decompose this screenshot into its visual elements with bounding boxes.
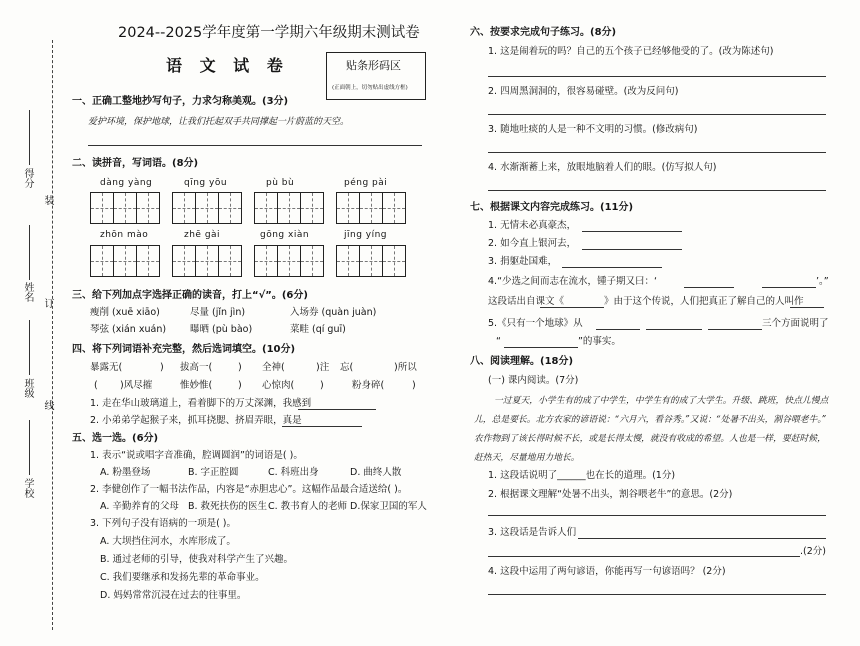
s4-r2-f: ) — [320, 380, 324, 391]
s1-answer-line[interactable] — [88, 145, 422, 146]
s4-q1: 1. 走在华山玻璃道上，看着脚下的万丈深渊，我感到 — [90, 398, 312, 409]
s6-q2: 2. 四周黑洞洞的，很容易碰壁。(改为反问句) — [488, 86, 679, 97]
s8-passage-line-4: 赶热天，尽量地用力地长。 — [474, 453, 580, 463]
s8-q3-score: .(2分) — [800, 546, 826, 557]
s6-title: 六、按要求完成句子练习。(8分) — [470, 27, 617, 38]
s7-q5d: ”的事实。 — [578, 336, 621, 347]
label-ding: 订 — [42, 298, 53, 308]
s8-title: 八、阅读理解。(18分) — [470, 356, 574, 367]
s4-r2-c: 惟妙惟( — [180, 380, 213, 391]
s7-q5-blank-3[interactable] — [708, 329, 762, 330]
s4-r1-f: )注 — [316, 362, 330, 373]
barcode-note: (正面朝上，切勿贴出虚线方框) — [332, 85, 408, 91]
s7-q5-blank-1[interactable] — [596, 329, 640, 330]
s1-sentence: 爱护环境，保护地球，让我们托起双手共同撑起一片蔚蓝的天空。 — [88, 117, 350, 127]
school-blank[interactable] — [29, 420, 30, 475]
label-school: 学校 — [22, 478, 33, 498]
s7-q5-blank-4[interactable] — [504, 347, 578, 348]
s5-q2-opt-a[interactable]: A. 辛勤养育的父母 — [100, 501, 179, 512]
s6-q4: 4. 水渐渐蓄上来，放眼地脑着人们的眼。(仿写拟人句) — [488, 162, 717, 173]
grid-1[interactable] — [90, 192, 160, 224]
s8-q1: 1. 这段话说明了______也在长的道理。(1分) — [488, 470, 676, 481]
s7-q5c: “ — [496, 336, 501, 347]
s5-q1: 1. 表示“说或唱字音准确，腔调圆润”的词语是( )。 — [90, 450, 303, 461]
s4-q2: 2. 小弟弟学起猴子来，抓耳挠腮、挤眉弄眼，真是 — [90, 415, 302, 426]
binding-dashed-line — [52, 40, 53, 630]
s8-passage-line-2: 儿，总是要长。北方农家的谚语说：“六月六，看谷秀。”又说：“处暑不出头，割谷喂老牛。” — [474, 415, 827, 425]
s5-q3-opt-b[interactable]: B. 通过老师的引导，使我对科学产生了兴趣。 — [100, 554, 294, 565]
s4-r1-c: 拔高一( — [180, 362, 213, 373]
pinyin-8: jīng yíng — [344, 230, 388, 240]
barcode-label: 贴条形码区 — [346, 59, 401, 72]
pinyin-6: zhē gài — [184, 230, 221, 240]
class-blank[interactable] — [29, 320, 30, 375]
s7-q5-blank-2[interactable] — [646, 329, 702, 330]
s5-q1-opt-a[interactable]: A. 粉墨登场 — [100, 467, 151, 478]
pinyin-3: pù bù — [266, 178, 295, 188]
s4-r1-e: 全神( — [262, 362, 285, 373]
s4-r1-h: )所以 — [394, 362, 417, 373]
s5-title: 五、选一选。(6分) — [72, 433, 159, 444]
s6-q3-answer[interactable] — [488, 152, 826, 153]
s5-q2: 2. 李健创作了一幅书法作品，内容是“赤胆忠心”。这幅作品最合适送给( )。 — [90, 484, 408, 495]
s7-q4b: ’。” — [816, 276, 829, 287]
grid-8[interactable] — [336, 245, 406, 277]
s3-item-4[interactable]: 琴弦 (xián xuán) — [90, 324, 167, 335]
s5-q3-opt-a[interactable]: A. 大坝挡住河水，水库形成了。 — [100, 536, 236, 547]
s4-r2-a: ( — [94, 380, 98, 391]
pinyin-7: gōng xiàn — [260, 230, 310, 240]
s8-q3-answer-1[interactable] — [578, 538, 826, 539]
s5-q2-opt-c[interactable]: C. 教书育人的老师 — [268, 501, 348, 512]
s4-q2-blank[interactable] — [282, 426, 362, 427]
s4-r2-b: )风尽摧 — [120, 380, 153, 391]
s3-item-1[interactable]: 瘦削 (xuē xiāo) — [90, 307, 160, 318]
s2-title: 二、读拼音，写词语。(8分) — [72, 158, 199, 169]
grid-3[interactable] — [254, 192, 324, 224]
s6-q3: 3. 随地吐痰的人是一种不文明的习惯。(修改病句) — [488, 124, 698, 135]
s7-q3: 3. 捐躯赴国难， — [488, 256, 558, 267]
s4-r1-b: ) — [160, 362, 164, 373]
s7-q2: 2. 如今直上银河去， — [488, 238, 577, 249]
s8-q4: 4. 这段中运用了两句谚语，你能再写一句谚语吗？ (2分) — [488, 566, 726, 577]
s5-q2-opt-d[interactable]: D.保家卫国的军人 — [350, 501, 427, 512]
s8-q3-answer-2[interactable] — [488, 556, 800, 557]
s3-item-6[interactable]: 菜畦 (qí guī) — [290, 324, 346, 335]
s7-q5b: 三个方面说明了 — [762, 318, 829, 329]
s5-q2-opt-b[interactable]: B. 救死扶伤的医生 — [188, 501, 268, 512]
exam-title: 2024--2025学年度第一学期六年级期末测试卷 — [118, 25, 420, 41]
s7-q4a: 4.“少选之间而志在流水，锺子期又曰：‘ — [488, 276, 658, 287]
s7-q4d: 》由于这个传说，人们把真正了解自己的人叫作 — [604, 296, 804, 307]
name-blank[interactable] — [29, 225, 30, 280]
s7-q2-blank[interactable] — [582, 249, 682, 250]
s8-passage-line-1: 一过夏天，小学生有的成了中学生，中学生有的成了大学生。升级、跳班，快点儿慢点 — [494, 396, 829, 406]
s7-q4-blank-3[interactable] — [540, 307, 604, 308]
s3-item-3[interactable]: 入场券 (quàn juàn) — [290, 307, 377, 318]
s8-q4-answer[interactable] — [488, 594, 826, 595]
s4-r1-g: 忘( — [340, 362, 354, 373]
s6-q1-answer[interactable] — [488, 76, 826, 77]
s6-q2-answer[interactable] — [488, 114, 826, 115]
s7-q4-blank-2[interactable] — [762, 287, 816, 288]
subject-title: 语 文 试 卷 — [166, 56, 289, 75]
s7-q4-blank-4[interactable] — [790, 307, 824, 308]
s8-q3: 3. 这段话是告诉人们 — [488, 527, 577, 538]
s8-q2-answer-1[interactable] — [488, 515, 826, 516]
s7-q4-blank-1[interactable] — [684, 287, 734, 288]
s8-subtitle: (一) 课内阅读。(7分) — [488, 375, 579, 386]
label-name: 姓名 — [22, 282, 33, 302]
s4-r2-d: ) — [238, 380, 242, 391]
s7-title: 七、根据课文内容完成练习。(11分) — [470, 202, 634, 213]
grid-2[interactable] — [172, 192, 242, 224]
s5-q3: 3. 下列句子没有语病的一项是( )。 — [90, 518, 237, 529]
pinyin-4: péng pài — [344, 178, 388, 188]
label-score: 得分 — [22, 168, 33, 188]
grid-6[interactable] — [172, 245, 242, 277]
label-xian: 线 — [42, 400, 53, 410]
s6-q1: 1. 这是闹着玩的吗？自己的五个孩子已经够他受的了。(改为陈述句) — [488, 46, 774, 57]
grid-5[interactable] — [90, 245, 160, 277]
s4-r1-a: 暴露无( — [90, 362, 123, 373]
s5-q1-opt-c[interactable]: C. 科班出身 — [268, 467, 319, 478]
label-zhuang: 装 — [42, 195, 53, 205]
pinyin-2: qīng yōu — [184, 178, 228, 188]
grid-7[interactable] — [254, 245, 324, 277]
s1-title: 一、正确工整地抄写句子，力求匀称美观。(3分) — [72, 96, 289, 107]
pinyin-1: dàng yàng — [100, 178, 153, 188]
s7-q1-blank[interactable] — [582, 231, 682, 232]
s5-q1-opt-b[interactable]: B. 字正腔圆 — [188, 467, 239, 478]
s4-title: 四、将下列词语补充完整，然后选词填空。(10分) — [72, 344, 296, 355]
s7-q1: 1. 无情未必真豪杰， — [488, 220, 577, 231]
s8-passage-line-3: 农作物到了该长得时候不长，或是长得太慢，就没有收成的希望。人也是一样，要赶时候， — [474, 434, 826, 444]
s4-q1-blank[interactable] — [298, 409, 376, 410]
s4-r2-e: 心惊肉( — [262, 380, 295, 391]
s7-q3-blank[interactable] — [562, 267, 662, 268]
s3-title: 三、给下列加点字选择正确的读音，打上“√”。(6分) — [72, 290, 308, 301]
s7-q4c: 这段话出自课文《 — [488, 296, 565, 307]
s4-r1-d: ) — [238, 362, 242, 373]
s5-q3-opt-c[interactable]: C. 我们要继承和发扬先辈的革命事业。 — [100, 572, 265, 583]
s8-q2: 2. 根据课文理解“处暑不出头，割谷喂老牛”的意思。(2分) — [488, 489, 733, 500]
s3-item-5[interactable]: 曝晒 (pù bào) — [190, 324, 253, 335]
pinyin-5: zhōn mào — [100, 230, 149, 240]
s3-item-2[interactable]: 尽量 (jǐn jìn) — [190, 307, 246, 318]
s4-r2-h: ) — [412, 380, 416, 391]
s5-q3-opt-d[interactable]: D. 妈妈常常沉浸在过去的往事里。 — [100, 590, 247, 601]
grid-4[interactable] — [336, 192, 406, 224]
s4-r2-g: 粉身碎( — [352, 380, 385, 391]
label-class: 班级 — [22, 378, 33, 398]
s6-q4-answer[interactable] — [488, 190, 826, 191]
s7-q5a: 5.《只有一个地球》从 — [488, 318, 583, 329]
score-blank[interactable] — [29, 110, 30, 165]
s5-q1-opt-d[interactable]: D. 曲终人散 — [350, 467, 402, 478]
